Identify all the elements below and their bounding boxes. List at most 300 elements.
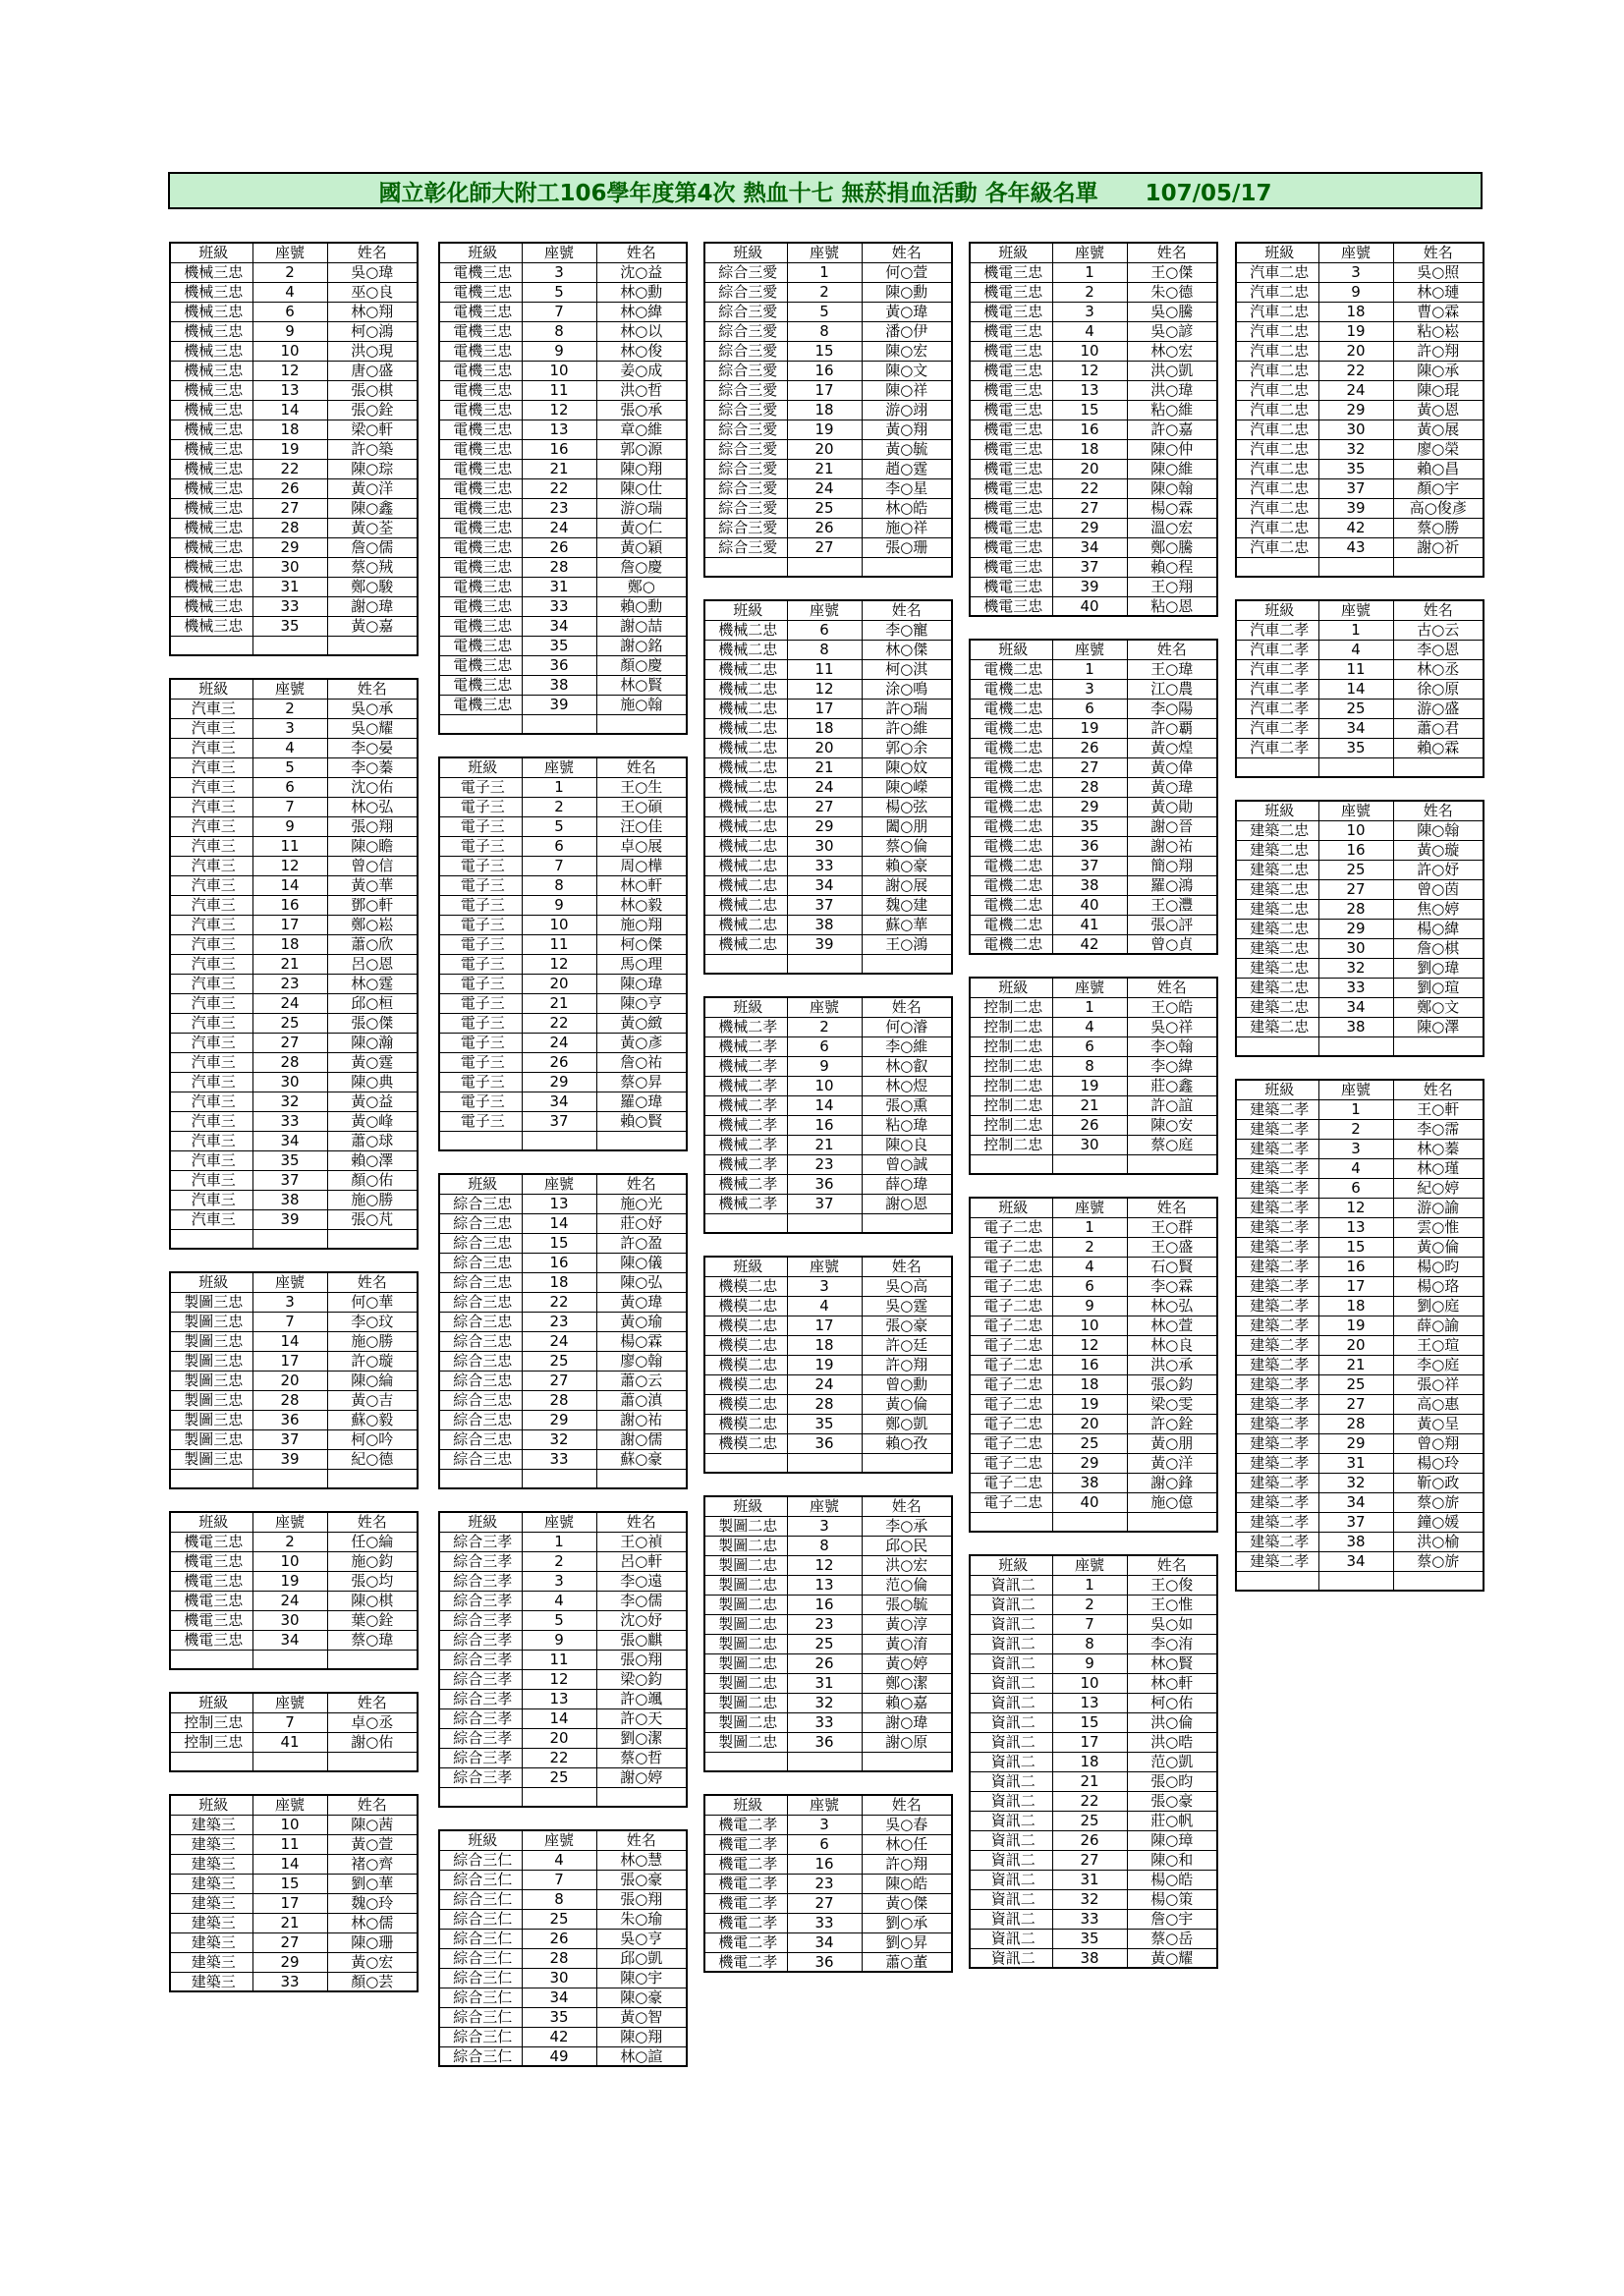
student-seat: 4 — [1052, 1257, 1127, 1276]
blank-cell — [862, 954, 952, 974]
table-row — [439, 1331, 687, 1351]
student-class: 機電三忠 — [970, 420, 1052, 439]
student-seat: 3 — [522, 262, 596, 282]
student-class: 電子三 — [439, 1092, 522, 1111]
student-seat: 20 — [1318, 341, 1393, 361]
blank-cell — [970, 1512, 1052, 1532]
student-class: 電子三 — [439, 1072, 522, 1092]
roster-column-4 — [969, 242, 1216, 1969]
table-row — [170, 1874, 418, 1893]
student-seat: 12 — [1052, 1335, 1127, 1355]
student-name: 許○廷 — [862, 1335, 952, 1355]
student-name: 羅○瑋 — [596, 1092, 687, 1111]
student-class: 機械三忠 — [170, 400, 252, 420]
table-row — [170, 537, 418, 557]
student-class: 建築二忠 — [1236, 860, 1318, 879]
student-class: 製圖二忠 — [704, 1732, 787, 1752]
blank-row — [1236, 757, 1484, 777]
student-seat: 31 — [522, 577, 596, 596]
student-seat: 13 — [252, 380, 327, 400]
student-name: 陳○嶸 — [862, 777, 952, 797]
student-class: 建築二孝 — [1236, 1473, 1318, 1492]
blank-cell — [1393, 1571, 1484, 1591]
student-name: 蔡○旂 — [1393, 1492, 1484, 1512]
student-seat: 4 — [1318, 1158, 1393, 1178]
student-seat: 29 — [1052, 797, 1127, 816]
student-name: 施○祥 — [862, 518, 952, 537]
header-class: 班級 — [439, 243, 522, 262]
table-row — [439, 895, 687, 915]
student-class: 汽車三 — [170, 1170, 252, 1190]
student-name: 陳○綸 — [327, 1371, 418, 1390]
table-row — [170, 1893, 418, 1913]
student-class: 建築三 — [170, 1834, 252, 1854]
student-name: 李○洧 — [1127, 1634, 1217, 1653]
student-seat: 21 — [252, 1913, 327, 1932]
table-row — [170, 954, 418, 974]
table-row — [970, 1217, 1217, 1237]
blank-cell — [862, 1752, 952, 1771]
table-row — [970, 997, 1217, 1017]
class-roster-table — [169, 1692, 419, 1772]
student-class: 綜合三孝 — [439, 1610, 522, 1630]
student-class: 電子二忠 — [970, 1473, 1052, 1492]
table-row — [439, 1429, 687, 1449]
table-row — [439, 537, 687, 557]
table-row — [704, 498, 952, 518]
student-name: 汪○佳 — [596, 816, 687, 836]
blank-cell — [439, 1131, 522, 1150]
student-seat: 10 — [1052, 1673, 1127, 1693]
blank-cell — [862, 1453, 952, 1473]
roster-column-2 — [438, 242, 686, 2067]
student-name: 魏○建 — [862, 895, 952, 915]
table-row — [439, 1092, 687, 1111]
student-class: 電子二忠 — [970, 1374, 1052, 1394]
student-class: 機械二孝 — [704, 1056, 787, 1076]
student-class: 製圖三忠 — [170, 1351, 252, 1371]
student-class: 電子三 — [439, 777, 522, 797]
blank-cell — [439, 1787, 522, 1807]
table-row — [439, 1850, 687, 1870]
class-roster-table — [969, 1197, 1218, 1533]
student-seat: 24 — [1318, 380, 1393, 400]
student-name: 何○華 — [327, 1292, 418, 1312]
student-seat: 10 — [1052, 1316, 1127, 1335]
student-name: 郭○余 — [862, 738, 952, 757]
student-seat: 17 — [252, 1351, 327, 1371]
student-name: 謝○儒 — [596, 1429, 687, 1449]
student-name: 莊○鑫 — [1127, 1076, 1217, 1095]
student-name: 賴○孜 — [862, 1433, 952, 1453]
header-name: 姓名 — [596, 243, 687, 262]
student-name: 李○維 — [862, 1036, 952, 1056]
table-row — [970, 915, 1217, 934]
student-name: 黃○緻 — [596, 1013, 687, 1033]
student-class: 電機二忠 — [970, 777, 1052, 797]
student-seat: 9 — [522, 895, 596, 915]
student-seat: 17 — [252, 915, 327, 934]
student-class: 電機三忠 — [439, 341, 522, 361]
student-seat: 34 — [1318, 718, 1393, 738]
student-seat: 6 — [1052, 1276, 1127, 1296]
student-seat: 26 — [522, 1052, 596, 1072]
student-class: 機械二忠 — [704, 640, 787, 659]
table-row — [439, 439, 687, 459]
blank-cell — [704, 557, 787, 577]
student-class: 控制二忠 — [970, 1076, 1052, 1095]
class-roster-table — [438, 756, 688, 1151]
header-name: 姓名 — [1127, 1555, 1217, 1575]
student-name: 鄭○ — [596, 577, 687, 596]
student-seat: 28 — [522, 1948, 596, 1968]
student-seat: 29 — [252, 537, 327, 557]
student-name: 林○霆 — [327, 974, 418, 993]
table-row — [439, 1052, 687, 1072]
table-row — [1236, 1217, 1484, 1237]
table-row — [439, 1630, 687, 1650]
student-class: 建築二忠 — [1236, 820, 1318, 840]
student-class: 汽車二忠 — [1236, 518, 1318, 537]
student-class: 電子三 — [439, 974, 522, 993]
table-row — [1236, 537, 1484, 557]
student-class: 電機二忠 — [970, 738, 1052, 757]
student-seat: 23 — [787, 1614, 862, 1634]
student-seat: 4 — [1052, 321, 1127, 341]
student-seat: 39 — [1318, 498, 1393, 518]
table-row — [704, 321, 952, 341]
student-name: 任○綸 — [327, 1532, 418, 1551]
student-seat: 35 — [522, 2007, 596, 2027]
student-name: 黃○瑋 — [596, 1292, 687, 1312]
student-name: 柯○傑 — [596, 934, 687, 954]
student-class: 電機二忠 — [970, 816, 1052, 836]
student-seat: 12 — [1052, 361, 1127, 380]
table-row — [439, 557, 687, 577]
student-seat: 16 — [1318, 840, 1393, 860]
student-seat: 12 — [252, 361, 327, 380]
student-class: 建築二忠 — [1236, 1017, 1318, 1036]
table-row — [170, 1331, 418, 1351]
table-row — [170, 1410, 418, 1429]
student-name: 王○翔 — [1127, 577, 1217, 596]
student-seat: 24 — [252, 1591, 327, 1610]
blank-cell — [1052, 1512, 1127, 1532]
blank-cell — [596, 1131, 687, 1150]
table-row — [1236, 1099, 1484, 1119]
table-row — [439, 1767, 687, 1787]
student-seat: 13 — [1052, 380, 1127, 400]
header-seat: 座號 — [252, 1272, 327, 1292]
student-class: 資訊二 — [970, 1614, 1052, 1634]
student-name: 蔡○旂 — [1393, 1551, 1484, 1571]
student-class: 製圖二忠 — [704, 1536, 787, 1555]
student-name: 黃○璇 — [1393, 840, 1484, 860]
table-row — [970, 498, 1217, 518]
student-seat: 16 — [787, 1595, 862, 1614]
blank-cell — [787, 557, 862, 577]
student-seat: 8 — [787, 640, 862, 659]
student-class: 資訊二 — [970, 1595, 1052, 1614]
table-row — [1236, 1017, 1484, 1036]
table-row — [1236, 1257, 1484, 1276]
table-row — [970, 1752, 1217, 1771]
student-name: 蕭○球 — [327, 1131, 418, 1150]
table-row — [170, 596, 418, 616]
table-row — [170, 302, 418, 321]
table-row — [704, 1952, 952, 1972]
student-name: 蕭○欣 — [327, 934, 418, 954]
student-class: 資訊二 — [970, 1634, 1052, 1653]
student-name: 許○維 — [862, 718, 952, 738]
table-row — [439, 1410, 687, 1429]
table-row — [439, 954, 687, 974]
table-row — [439, 1650, 687, 1669]
table-row — [439, 1033, 687, 1052]
student-name: 林○璉 — [1393, 282, 1484, 302]
student-name: 鐘○媛 — [1393, 1512, 1484, 1532]
student-name: 蔡○羢 — [327, 557, 418, 577]
student-seat: 29 — [522, 1072, 596, 1092]
header-name: 姓名 — [1127, 640, 1217, 659]
table-row — [704, 1536, 952, 1555]
student-name: 張○祥 — [1393, 1374, 1484, 1394]
table-header-row — [1236, 801, 1484, 820]
student-seat: 21 — [787, 459, 862, 478]
student-seat: 27 — [252, 498, 327, 518]
table-row — [170, 1371, 418, 1390]
table-row — [1236, 1198, 1484, 1217]
table-row — [1236, 361, 1484, 380]
student-name: 薛○諭 — [1393, 1316, 1484, 1335]
student-seat: 4 — [1318, 640, 1393, 659]
student-class: 建築三 — [170, 1854, 252, 1874]
student-class: 汽車三 — [170, 954, 252, 974]
table-row — [170, 1429, 418, 1449]
roster-column-1 — [169, 242, 417, 1992]
blank-cell — [704, 1752, 787, 1771]
student-name: 黃○展 — [1393, 420, 1484, 439]
student-seat: 3 — [787, 1276, 862, 1296]
header-seat: 座號 — [522, 243, 596, 262]
student-name: 吳○如 — [1127, 1614, 1217, 1634]
student-seat: 34 — [522, 616, 596, 636]
student-class: 汽車三 — [170, 1209, 252, 1229]
student-seat: 9 — [522, 1630, 596, 1650]
student-seat: 38 — [1318, 1532, 1393, 1551]
student-seat: 8 — [522, 875, 596, 895]
student-class: 機電三忠 — [170, 1532, 252, 1551]
table-row — [439, 636, 687, 655]
student-seat: 11 — [787, 659, 862, 679]
table-row — [970, 1634, 1217, 1653]
student-name: 洪○瑋 — [1127, 380, 1217, 400]
table-row — [439, 797, 687, 816]
blank-cell — [252, 1752, 327, 1771]
blank-cell — [596, 714, 687, 734]
table-row — [1236, 738, 1484, 757]
header-class: 班級 — [970, 243, 1052, 262]
student-class: 綜合三仁 — [439, 2027, 522, 2046]
student-seat: 31 — [787, 1673, 862, 1693]
student-seat: 39 — [522, 695, 596, 714]
student-name: 李○恩 — [1393, 640, 1484, 659]
table-row — [970, 1693, 1217, 1712]
table-row — [704, 1854, 952, 1874]
table-row — [439, 655, 687, 675]
student-class: 機電三忠 — [970, 439, 1052, 459]
student-class: 機械二忠 — [704, 816, 787, 836]
student-class: 汽車二忠 — [1236, 420, 1318, 439]
student-seat: 27 — [787, 537, 862, 557]
table-header-row — [439, 1174, 687, 1194]
table-row — [704, 537, 952, 557]
student-seat: 18 — [1318, 1296, 1393, 1316]
table-row — [970, 1453, 1217, 1473]
student-class: 綜合三仁 — [439, 1929, 522, 1948]
student-name: 陳○鑫 — [327, 498, 418, 518]
blank-cell — [327, 636, 418, 655]
table-row — [704, 1653, 952, 1673]
student-name: 薛○瑋 — [862, 1174, 952, 1194]
student-seat: 22 — [522, 1292, 596, 1312]
student-seat: 10 — [787, 1076, 862, 1095]
student-name: 王○惟 — [1127, 1595, 1217, 1614]
student-seat: 32 — [1318, 1473, 1393, 1492]
student-class: 資訊二 — [970, 1830, 1052, 1850]
student-name: 施○勝 — [327, 1190, 418, 1209]
table-row — [1236, 659, 1484, 679]
student-name: 曾○茵 — [1393, 879, 1484, 899]
student-name: 林○儒 — [327, 1913, 418, 1932]
student-name: 洪○哲 — [596, 380, 687, 400]
student-class: 機電三忠 — [170, 1571, 252, 1591]
student-class: 機械二忠 — [704, 895, 787, 915]
student-seat: 19 — [1052, 718, 1127, 738]
student-seat: 28 — [787, 1394, 862, 1414]
student-seat: 33 — [1318, 978, 1393, 997]
table-row — [970, 439, 1217, 459]
table-row — [970, 1653, 1217, 1673]
student-class: 機械三忠 — [170, 557, 252, 577]
student-name: 吳○亨 — [596, 1929, 687, 1948]
student-seat: 1 — [1052, 1575, 1127, 1595]
blank-row — [170, 636, 418, 655]
student-name: 潘○伊 — [862, 321, 952, 341]
student-name: 謝○恩 — [862, 1194, 952, 1213]
student-seat: 28 — [1318, 1414, 1393, 1433]
header-class: 班級 — [704, 1257, 787, 1276]
student-name: 楊○皓 — [1127, 1870, 1217, 1889]
table-row — [704, 718, 952, 738]
table-row — [439, 262, 687, 282]
student-seat: 23 — [252, 974, 327, 993]
table-row — [970, 400, 1217, 420]
table-row — [970, 1296, 1217, 1316]
table-row — [170, 1551, 418, 1571]
student-name: 石○賢 — [1127, 1257, 1217, 1276]
student-name: 黃○煌 — [1127, 738, 1217, 757]
student-name: 許○築 — [327, 439, 418, 459]
student-class: 製圖二忠 — [704, 1634, 787, 1653]
table-row — [704, 420, 952, 439]
student-seat: 19 — [1318, 1316, 1393, 1335]
table-row — [170, 856, 418, 875]
table-row — [170, 1610, 418, 1630]
student-class: 綜合三愛 — [704, 380, 787, 400]
student-class: 機械二忠 — [704, 856, 787, 875]
student-name: 劉○庭 — [1393, 1296, 1484, 1316]
student-seat: 34 — [1318, 997, 1393, 1017]
student-name: 王○皓 — [1127, 997, 1217, 1017]
student-name: 梁○鈞 — [596, 1669, 687, 1689]
student-seat: 37 — [1318, 478, 1393, 498]
student-name: 李○緯 — [1127, 1056, 1217, 1076]
student-seat: 38 — [1052, 1948, 1127, 1968]
header-class: 班級 — [970, 1198, 1052, 1217]
student-seat: 5 — [522, 816, 596, 836]
table-row — [170, 757, 418, 777]
student-name: 王○灃 — [1127, 895, 1217, 915]
student-name: 楊○玲 — [1393, 1453, 1484, 1473]
table-row — [439, 616, 687, 636]
student-name: 黃○仁 — [596, 518, 687, 537]
header-class: 班級 — [170, 1272, 252, 1292]
student-name: 曾○勳 — [862, 1374, 952, 1394]
student-seat: 8 — [522, 321, 596, 341]
student-class: 資訊二 — [970, 1811, 1052, 1830]
student-seat: 18 — [787, 718, 862, 738]
blank-row — [170, 1229, 418, 1249]
table-row — [970, 1036, 1217, 1056]
table-row — [439, 380, 687, 400]
student-name: 林○任 — [862, 1834, 952, 1854]
table-row — [970, 1355, 1217, 1374]
student-class: 汽車二忠 — [1236, 478, 1318, 498]
student-seat: 37 — [787, 895, 862, 915]
student-name: 趙○霆 — [862, 459, 952, 478]
table-row — [970, 1115, 1217, 1135]
student-name: 周○樺 — [596, 856, 687, 875]
blank-row — [439, 714, 687, 734]
table-row — [1236, 860, 1484, 879]
student-seat: 3 — [787, 1516, 862, 1536]
student-name: 劉○承 — [862, 1913, 952, 1932]
table-row — [704, 459, 952, 478]
student-class: 汽車二忠 — [1236, 341, 1318, 361]
student-name: 古○云 — [1393, 620, 1484, 640]
student-seat: 10 — [522, 915, 596, 934]
student-name: 張○毓 — [862, 1595, 952, 1614]
student-class: 建築二孝 — [1236, 1394, 1318, 1414]
student-class: 綜合三孝 — [439, 1591, 522, 1610]
student-class: 電子二忠 — [970, 1414, 1052, 1433]
student-name: 陳○豪 — [596, 1988, 687, 2007]
student-class: 機電三忠 — [970, 478, 1052, 498]
student-seat: 23 — [787, 1874, 862, 1893]
table-row — [1236, 1394, 1484, 1414]
student-name: 林○蓁 — [1393, 1139, 1484, 1158]
table-row — [170, 1532, 418, 1551]
table-row — [704, 1893, 952, 1913]
student-class: 電子二忠 — [970, 1237, 1052, 1257]
blank-cell — [1236, 1571, 1318, 1591]
student-seat: 27 — [787, 797, 862, 816]
student-class: 控制二忠 — [970, 997, 1052, 1017]
student-class: 機電三忠 — [170, 1630, 252, 1650]
table-row — [970, 1135, 1217, 1154]
student-class: 電機二忠 — [970, 757, 1052, 777]
